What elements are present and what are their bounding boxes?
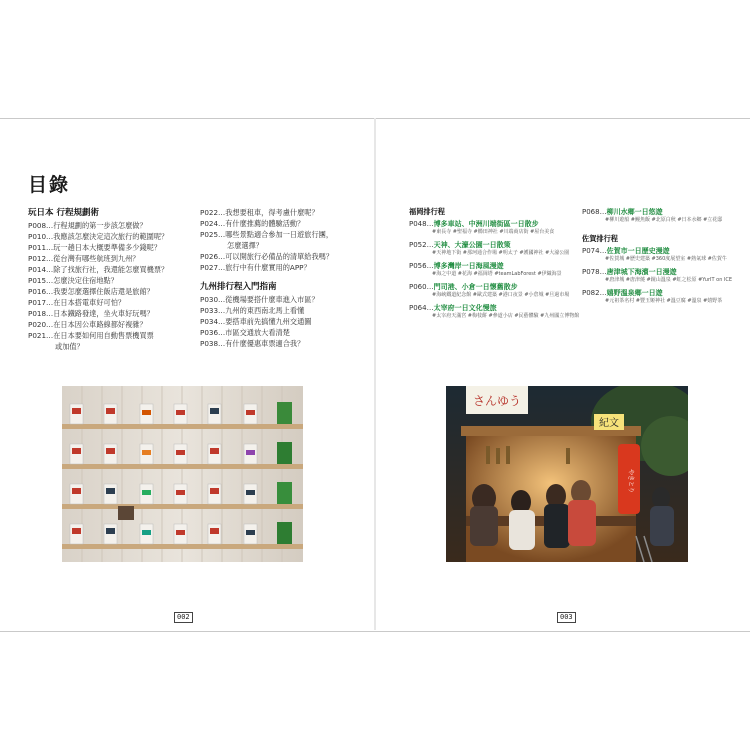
itinerary-entry[interactable]: P078…唐津城下海濱一日漫遊 #唐津城 #唐津燒 #鏡山溫泉 #虹之松原 #YurIT on ICE <box>582 267 742 284</box>
toc-line[interactable]: P030…從機場要搭什麼車進入市區？ <box>200 295 319 304</box>
toc-line[interactable]: P011…玩一趟日本大概要準備多少錢呢？ <box>28 243 162 252</box>
section-heading-planning: 玩日本 行程規劃術 <box>28 208 99 218</box>
toc-line[interactable]: P020…在日本因公車路線都好複雜？ <box>28 320 147 329</box>
page-title: 目錄 <box>28 174 71 196</box>
itinerary-entry[interactable]: P048…博多車站、中洲川端街區一日散步 #東長寺 #聖福寺 #櫛田神社 #川端商店街 #屋台美食 <box>409 219 581 236</box>
toc-line-continued: 或加值？ <box>55 342 84 351</box>
toc-line[interactable]: P018…日本鐵路發達，坐火車好玩嗎？ <box>28 309 154 318</box>
itinerary-entry[interactable]: P052…天神、大濠公園一日散策 #天神地下街 #那珂通合作場 #明太子 #護國神社 #大濠公園 <box>409 240 581 257</box>
toc-line[interactable]: P012…從台灣有哪些航班到九州？ <box>28 254 140 263</box>
itinerary-entry[interactable]: P060…門司港、小倉一日懷舊散步 #海峽鐵道紀念館 #歐式建築 #港口夜景 #小倉城 #旦過市場 <box>409 282 581 299</box>
itinerary-entry[interactable]: P074…佐賀市一日歷史漫遊 #佐賀城 #歷史建築 #360度展望室 #熱氣球 #佐賀牛 <box>582 246 742 263</box>
entry-tags: #海峽鐵道紀念館 #歐式建築 #港口夜景 #小倉城 #旦過市場 <box>432 292 570 298</box>
entry-tags: #東長寺 #聖福寺 #櫛田神社 #川端商店街 #屋台美食 <box>432 229 555 235</box>
toc-column-4 <box>582 207 742 309</box>
page-number-left: 002 <box>174 612 193 623</box>
section-heading-fukuoka: 福岡排行程 <box>409 207 445 216</box>
entry-tags: #元祖茶名村 #豐玉姬神社 #溫豆腐 #溫泉 #嬉野茶 <box>605 298 723 304</box>
sign-top-text: さんゆう <box>472 394 522 408</box>
toc-line[interactable]: P026…可以開旅行必備品的清單給我嗎？ <box>200 252 334 261</box>
entry-tags: #柳川遊船 #鰻魚飯 #北原白秋 #日本水鄉 #立花邸 <box>605 217 723 223</box>
toc-column-2 <box>200 207 370 349</box>
entry-tags: #佐賀城 #歷史建築 #360度展望室 #熱氣球 #佐賀牛 <box>605 256 727 262</box>
toc-line[interactable]: P024…有什麼推薦的體驗活動？ <box>200 219 305 228</box>
toc-line[interactable]: P036…市區交通放大看清楚 <box>200 328 290 337</box>
itinerary-entry[interactable]: P064…太宰府一日文化慢旅 #太宰府天滿宮 #梅枝餅 #參道小店 #民藝體驗 #九州國立博物館 <box>409 303 581 320</box>
toc-line[interactable]: P017…在日本搭電車好可怕？ <box>28 298 126 307</box>
shelf-photo <box>62 386 303 562</box>
entry-tags: #天神地下街 #那珂通合作場 #明太子 #護國神社 #大濠公園 <box>432 250 570 256</box>
toc-line[interactable]: P033…九州的東西南北馬上看懂 <box>200 306 305 315</box>
page-number-right: 003 <box>557 612 576 623</box>
entry-tags: #太宰府天滿宮 #梅枝餅 #參道小店 #民藝體驗 #九州國立博物館 <box>432 313 580 319</box>
toc-line[interactable]: P021…在日本要如何用自動售票機買票 <box>28 331 154 340</box>
toc-line[interactable]: P022…我想要租車，得考慮什麼呢？ <box>200 208 319 217</box>
toc-line[interactable]: P008…行程規劃的第一步該怎麼做？ <box>28 221 147 230</box>
shelf-photo-image <box>62 386 303 562</box>
toc-line[interactable]: P016…我要怎麼選擇住飯店還是旅館？ <box>28 287 154 296</box>
sign-mid-text: 紀文 <box>599 418 619 429</box>
itinerary-entry[interactable]: P068…柳川水鄉一日悠遊 #柳川遊船 #鰻魚飯 #北原白秋 #日本水鄉 #立花邸 <box>582 207 742 224</box>
toc-column-3 <box>409 207 581 324</box>
toc-line[interactable]: P027…旅行中有什麼實用的APP？ <box>200 263 311 272</box>
section-heading-kyushu-guide: 九州排行程入門指南 <box>200 282 277 292</box>
toc-column-1 <box>28 207 196 352</box>
toc-line[interactable]: P010…我應該怎麼決定這次旅行的範圍呢？ <box>28 232 169 241</box>
toc-line[interactable]: P014…除了找旅行社，我還能怎麼買機票？ <box>28 265 169 274</box>
book-gutter <box>374 118 376 630</box>
itinerary-entry[interactable]: P056…博多灣岸一日海風漫遊 #海之中道 #花海 #福岡塔 #teamLabForest #伊織海景 <box>409 261 581 278</box>
yatai-photo-image <box>446 386 688 562</box>
sign-side-text: やきとり <box>627 468 634 494</box>
toc-line[interactable]: P025…哪些景點適合參加一日遊旅行團， <box>200 230 334 239</box>
toc-line[interactable]: P015…怎麼決定住宿地點？ <box>28 276 118 285</box>
entry-tags: #海之中道 #花海 #福岡塔 #teamLabForest #伊織海景 <box>432 271 562 277</box>
toc-line-continued: 怎麼選擇？ <box>227 241 263 250</box>
toc-line[interactable]: P034…要搭車前先搞懂九州交通圖 <box>200 317 312 326</box>
section-heading-saga: 佐賀排行程 <box>582 234 618 243</box>
yatai-photo <box>446 386 688 562</box>
itinerary-entry[interactable]: P082…嬉野溫泉鄉一日遊 #元祖茶名村 #豐玉姬神社 #溫豆腐 #溫泉 #嬉野茶 <box>582 288 742 305</box>
entry-tags: #唐津城 #唐津燒 #鏡山溫泉 #虹之松原 #YurIT on ICE <box>605 277 733 283</box>
toc-line[interactable]: P038…有什麼優惠車票適合我？ <box>200 339 305 348</box>
